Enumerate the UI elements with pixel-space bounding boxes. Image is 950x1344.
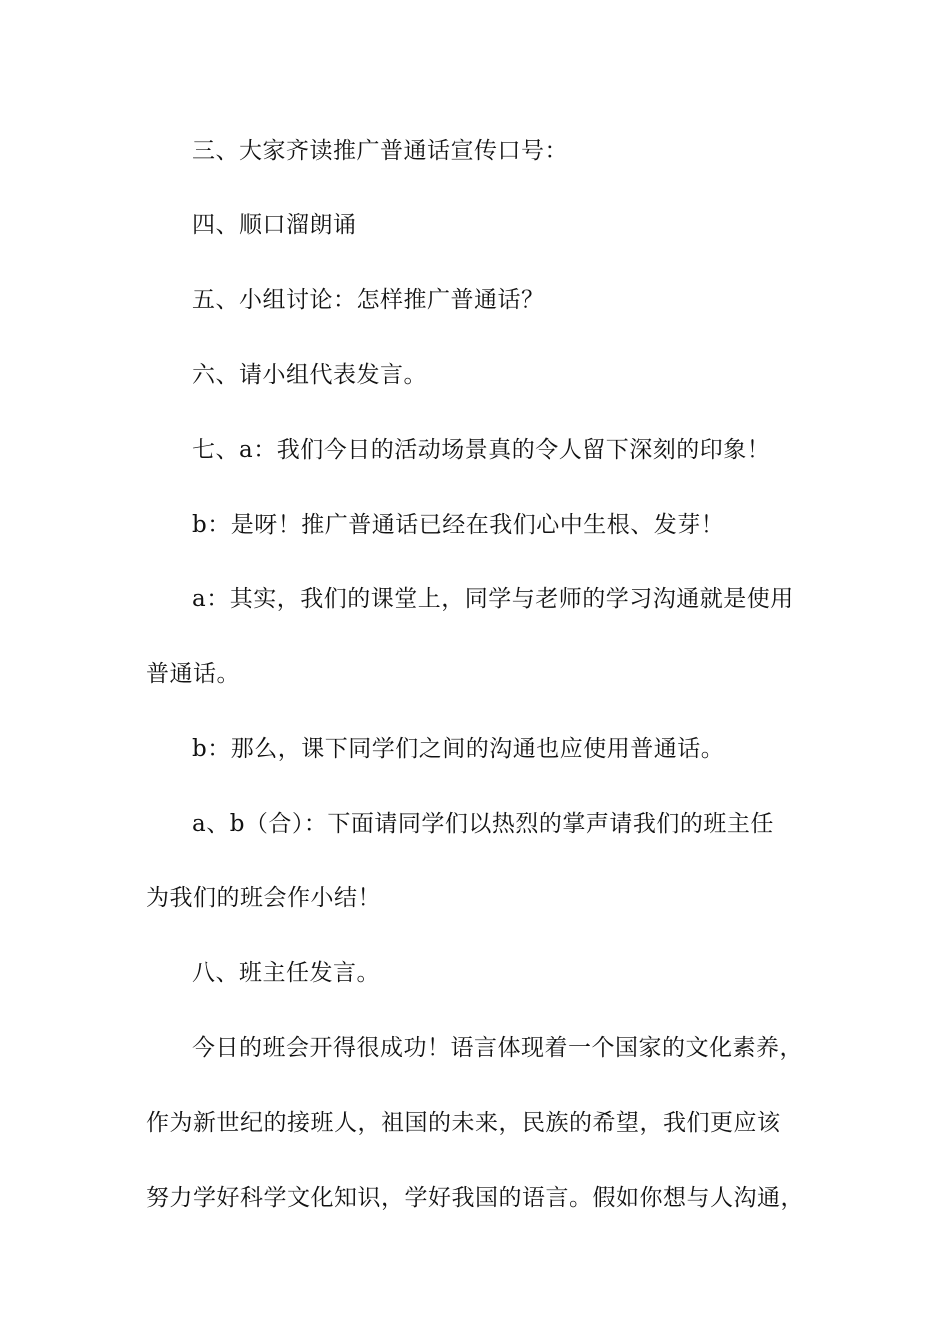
paragraph-line: 普通话。 [146,661,240,687]
paragraph-line: a、b（合）：下面请同学们以热烈的掌声请我们的班主任 [192,811,774,837]
paragraph-line: b：那么，课下同学们之间的沟通也应使用普通话。 [192,736,725,762]
paragraph-line: 作为新世纪的接班人，祖国的未来，民族的希望，我们更应该 [146,1110,781,1136]
paragraph-line: 努力学好科学文化知识，学好我国的语言。假如你想与人沟通， [146,1185,804,1211]
paragraph-line: b：是呀！推广普通话已经在我们心中生根、发芽！ [192,512,725,538]
paragraph-line: a：其实，我们的课堂上，同学与老师的学习沟通就是使用 [192,586,794,612]
paragraph-line: 四、顺口溜朗诵 [192,212,357,238]
paragraph-line: 八、班主任发言。 [192,960,380,986]
paragraph-line: 六、请小组代表发言。 [192,362,427,388]
paragraph-line: 七、a：我们今日的活动场景真的令人留下深刻的印象！ [192,437,771,463]
paragraph-line: 五、小组讨论：怎样推广普通话？ [192,287,545,313]
paragraph-line: 三、大家齐读推广普通话宣传口号： [192,138,568,164]
paragraph-line: 今日的班会开得很成功！语言体现着一个国家的文化素养， [192,1035,803,1061]
paragraph-line: 为我们的班会作小结！ [146,885,381,911]
